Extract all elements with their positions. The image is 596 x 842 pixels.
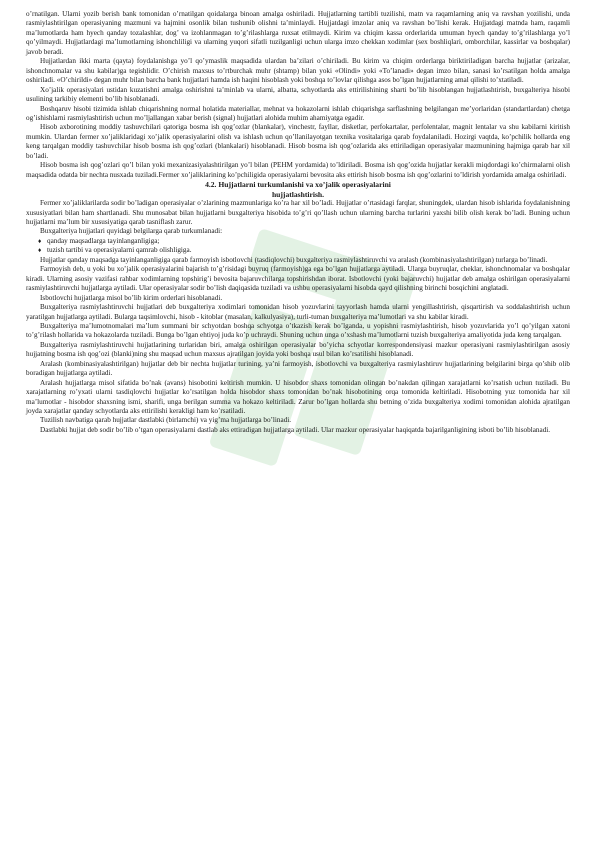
middle-text-block <box>26 199 570 237</box>
top-text-block <box>26 10 570 180</box>
paragraph: Aralash hujjatlarga misol sifatida bo’nak (avans) hisobotini keltirish mumkin. U hisobdor shaxs tomonidan olingan bo’nakdan qilingan xarajatlarni ko’rsatish uchun tuziladi. Bu xarajatlarning ro’yxati ularni tasdiqlovchi hujjatlar ko’rsatilgan holda hisobdor shaxs tomonidan bo’nak hisobotining orqa tomonida keltiriladi. Hisobotning yuz tomonida har xil ma’lumotlar - hisobdor shaxsning ismi, sharifi, unga berilgan summa va hokazo keltiriladi. Zarur bo’lgan hollarda shu betning o’zida buxgalteriya xodimi tomonidan alohida ajratilgan joyda xarajatlar qanday schyotlarda aks ettirilishi kerakligi ham ko’rsatiladi. <box>26 378 570 416</box>
paragraph: Buxgalteriya rasmiylashtiruvchi hujjatlarining turlaridan biri, amalga oshirilgan operasiyalar bo’yicha schyotlar korrespondensiyasi mazkur operasiyani rasmiylashtirilgan asosiy hujjatning bosma ish qog’ozi (blanki)ning shu maqsad uchun maxsus ajratilgan joyida yoki boshqa usul bilan ko’rsatilishi hisoblanadi. <box>26 340 570 359</box>
list-item <box>38 246 570 255</box>
paragraph: Hisob bosma ish qog’ozlari qo’l bilan yoki mexanizasiyalashtirilgan yo’l bilan (PEHM yordamida) to’ldiriladi. Bosma ish qog’ozida hujjatlar kerakli miqdordagi ko’chirmalarni olish maqsadida odatda bir nechta nusxada tuziladi.Fermer xo’jaliklarining ko’pchiligida operasiyalarni bevosita aks ettirish hisob bosma ish qog’ozlarini to’ldirish yordamida amalga oshiriladi. <box>26 161 570 179</box>
list-item-text: qanday maqsadlarga tayinlanganligiga; <box>47 236 160 245</box>
paragraph: Dastlabki hujjat deb sodir bo’lib o’tgan operasiyalarni dastlab aks ettiradigan hujjatlarga aytiladi. Ular mazkur operasiyalar haqiqatda bajarilganligining isboti bo’lib hisoblanadi. <box>40 425 551 434</box>
bullet-list <box>26 237 570 256</box>
diamond-icon: ♦ <box>38 237 42 245</box>
diamond-icon: ♦ <box>38 247 42 255</box>
paragraph: Hisob axborotining moddiy tashuvchilari qatoriga bosma ish qog’ozlar (blankalar), vinchestr, fayllar, disketlar, perfokartalar, perfolentalar, magnit lentalar va shu kabilarni kiritish mumkin. Ulardan fermer xo’jaliklaridagi xo’jalik operasiyalarini olish va ishlash uchun qo’llanilayotgan texnika vositalariga qarab foydalaniladi. Hozirgi vaqtda, ko’pchilik hollarda eng keng tarqalgan moddiy tashuvchilar hisob bosma ish qog’ozlari (blankalari) hisoblanadi. Hisob bosma ish qog’ozlarida aks ettiriladigan operasiyalar mazmunining hajmiga qarab har xil bo’ladi. <box>26 123 570 160</box>
list-item-text: tuzish tartibi va operasiyalarni qamrab olishligiga. <box>47 246 192 255</box>
paragraph: Fermer xo’jaliklarilarda sodir bo’ladigan operasiyalar o’zlarining mazmunlariga ko’ra har xil bo’ladi. Hujjatlar o’rtasidagi farqlar, shuningdek, ulardan hisob ishlarida foydalanishning xususiyatlari bilan ham shartlanadi. Shu munosabat bilan hujjatlarni buxgalteriya hisobida to’g’ri qo’llash uchun ularning barcha turlarini yaxshi bilib olish kerak bo’ladi. Buning uchun hujjatlarni ma’lum bir xususiyatiga qarab tasniflash zarur. <box>26 199 570 226</box>
paragraph: Tuzilish navbatiga qarab hujjatlar dastlabki (birlamchi) va yig’ma hujjatlarga bo’linadi. <box>40 416 292 425</box>
document-page <box>26 10 570 435</box>
paragraph: Hujjatlar qanday maqsadga tayinlanganligiga qarab farmoyish isbotlovchi (tasdiqlovchi) buxgalteriya rasmiylashtiruvchi va aralash (kombinasiyalashtirilgan) turlarga bo’linadi. <box>40 255 548 264</box>
paragraph: Xo’jalik operasiyalari ustidan kuzatishni amalga oshirishni ta’minlab va ularni, albatta, schyotlarda aks ettirilishining sharti bo’lib hisoblangan hujjatlashtirish, buxgalteriya hisobi usulining tarkibiy elementi bo’lib hisoblanadi. <box>26 85 570 104</box>
paragraph: o’rnatilgan. Ularni yozib berish bank tomonidan o’rnatilgan qoidalarga binoan amalga oshiriladi. Hujjatlarning tartibli tuzilishi, matn va raqamlarning aniq va ravshan yozilishi, unda rasmiylashtirilgan operasiyaning mazmuni va hajmini osonlik bilan tushunib olishni ta’minlaydi. Hujjatdagi imzolar aniq va ravshan bo’lishi kerak. Hujjatdagi matnda ham, raqamli ma’lumotlarda ham hyech qanday tozalashlar, dog’ va izohlanmagan to’g’rilashlarga ruxsat etilmaydi. Kirim va chiqim kassa orderlarida umuman hyech qanday to’g’rilashlarga yo’l qo’yilmaydi. Hujjatlardagi ma’lumotlarning ishonchliligi va ularning yuqori sifatli tuzilganligi uchun ularga imzo chekkan xodimlar (sex boshliqlari, omborchilar, kassirlar va boshqalar) javob beradi. <box>26 10 570 56</box>
paragraph: Buxgalteriya rasmiylashtiruvchi hujjatlari deb buxgalteriya xodimlari tomonidan hisob yozuvlarini tayyorlash hamda ularni yengillashtirish, qisqartirish va soddalashtirish uchun yaratilgan hujjatlarga aytiladi. Bularga taqsimlovchi, hisob - kitoblar (masalan, kalkulyasiya), turli-tuman buxgalteriya ma’lumotlari va shu kabilar kiradi. <box>26 303 570 321</box>
paragraph: Isbotlovchi hujjatlarga misol bo’lib kirim orderlari hisoblanadi. <box>40 293 223 302</box>
list-item <box>38 237 570 246</box>
paragraph: Buxgalteriya ma’lumotnomalari ma’lum summani bir schyotdan boshqa schyotga o’tkazish kerak bo’lganda, u yopishni rasmiylashtirish, hisob yozuvlarida yo’l qo’yilgan xatoni to’g’rilash hollarida va hokazolarda tuziladi. Bunga bo’lgan ehtiyoj juda ko’p uchraydi. Shuning uchun unga o’xshash ma’lumotlarni tuzish buxgalteriya amaliyotida juda keng tarqalgan. <box>26 321 570 340</box>
paragraph: Farmoyish deb, u yoki bu xo’jalik operasiyalarini bajarish to’g’risidagi buyruq (farmoyish)ga ega bo’lgan hujjatlarga aytiladi. Ularga buyruqlar, cheklar, ishonchnomalar va boshqalar kiradi. Ularning asosiy vazifasi rahbar xodimlarning topshirig’i bevosita bajaruvchilarga topshirishdan iborat. Isbotlovchi (yoki bajaruvchi) hujjatlar deb amalga oshirilgan operasiyalarni rasmiylashtiruvchi hujjatlarga aytiladi. Ular operasiyalar sodir bo’lish daqiqasida tuziladi va ushbu operasiyalarni hisobda qayd qilishning birinchi bosqichini anglatadi. <box>26 265 570 293</box>
paragraph: Aralash (kombinasiyalashtirilgan) hujjatlar deb bir nechta hujjatlar turining, ya’ni farmoyish, isbotlovchi va buxgalteriya rasmiylashtiruv hujjatlarining belgilarini birga qo’shib olib boradigan hujjatlarga aytiladi. <box>26 359 570 378</box>
bottom-text-block <box>26 256 570 436</box>
paragraph: Boshqaruv hisobi tizimida ishlab chiqarishning normal holatida materiallar, mehnat va hokazolarni ishlab chiqarishga sarflashning belgilangan me’yorlaridan (standartlardan) chetga og’ishishlarni rasmiylashtirish uchun mo’ljallangan xabar berish (signal) hujjatlari alohida muhim ahamiyatga egadir. <box>26 104 570 122</box>
paragraph: Hujjatlardan ikki marta (qayta) foydalanishga yo’l qo’ymaslik maqsadida ulardan ba’zilari o’chiriladi. Bu kirim va chiqim orderlarga biriktiriladigan barcha hujjatlar (arizalar, ishonchnomalar va shu kabilar)ga tegishlidir. O’chirish maxsus to’rtburchak muhr (shtamp) bilan yoki «Olindi» yoki «To’lanadi» degan imzo bilan, sanasi ko’rsatilgan holda amalga oshiriladi. «O’chirildi» degan muhr bilan barcha bank hujjatlari hamda ish haqini hisoblash yoki boshqa to’lovlar qilishga asos bo’lgan hujjatlarning amal qilishi to’xtatiladi. <box>26 57 570 85</box>
paragraph: Buxgalteriya hujjatlari quyidagi belgilarga qarab turkumlanadi: <box>40 227 223 236</box>
section-heading-line-2: hujjatlashtirish. <box>271 189 325 199</box>
section-heading-line-1: 4.2. Hujjatlarni turkumlanishi va xo’jalik operasiyalarini <box>205 180 391 190</box>
